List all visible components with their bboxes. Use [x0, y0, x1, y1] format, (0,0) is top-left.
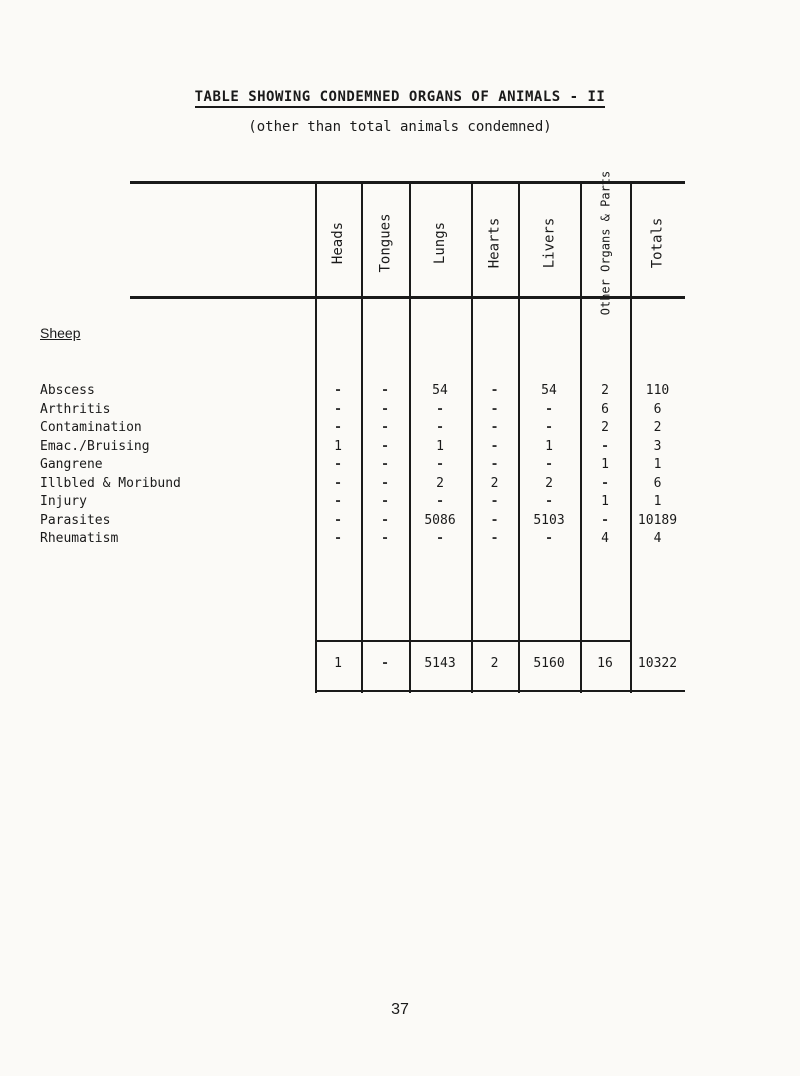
table-cell: 6: [653, 401, 662, 417]
table-cell: 2: [601, 383, 609, 398]
table-cell: 6: [601, 401, 609, 417]
table-cell: -: [601, 475, 609, 491]
table-cell: 110: [645, 383, 670, 398]
column-header-label: Totals: [649, 217, 666, 269]
row-label: Rheumatism: [40, 531, 119, 546]
row-label: Parasites: [40, 512, 111, 528]
table-cell: 2: [545, 475, 553, 491]
table-cell: 2: [653, 420, 662, 435]
table-cell: -: [490, 531, 499, 546]
table-row: [0, 383, 800, 401]
table-cell: -: [334, 401, 342, 417]
column-header: [518, 190, 580, 296]
table-cell: 5143: [424, 656, 456, 671]
column-header-label: Lungs: [432, 221, 448, 265]
table-cell: -: [601, 512, 609, 528]
table-cell: -: [381, 531, 389, 546]
table-cell: -: [601, 438, 609, 454]
table-cell: -: [381, 457, 389, 472]
column-header: [361, 190, 409, 296]
table-cell: -: [436, 531, 444, 546]
table-cell: 10322: [637, 656, 678, 671]
table-cell: 5103: [533, 512, 565, 528]
row-label: Arthritis: [40, 401, 111, 417]
table-cell: -: [545, 420, 553, 435]
column-header-label: Heads: [330, 221, 346, 265]
table-row: [0, 476, 800, 494]
table-cell: 1: [601, 494, 609, 509]
section-heading-sheep: Sheep: [40, 325, 81, 341]
table-cell: -: [490, 420, 499, 435]
table-cell: -: [436, 457, 444, 472]
column-header-label: Tongues: [377, 213, 394, 273]
column-header: [580, 170, 630, 316]
table-cell: 16: [597, 656, 613, 671]
table-row: [0, 513, 800, 531]
row-label: Emac./Bruising: [40, 438, 150, 454]
table-cell: 2: [601, 420, 609, 435]
table-cell: -: [381, 438, 389, 454]
table-cell: -: [436, 420, 444, 435]
row-label: Illbled & Moribund: [40, 475, 181, 491]
table-cell: 1: [436, 438, 444, 454]
column-header: [471, 190, 518, 296]
table-cell: -: [334, 512, 342, 528]
table-cell: 2: [436, 475, 444, 491]
table-cell: 5086: [424, 512, 456, 528]
table-cell: -: [381, 420, 389, 435]
row-label: Abscess: [40, 383, 95, 398]
table-row: [0, 420, 800, 438]
table-cell: -: [381, 383, 389, 398]
table-cell: -: [381, 512, 389, 528]
column-header: [630, 190, 685, 296]
table-cell: 54: [432, 383, 448, 398]
column-header-label: Other Organs & Parts: [598, 170, 612, 316]
column-header-label: Hearts: [486, 217, 503, 269]
table-cell: -: [490, 494, 499, 509]
table-row: [0, 402, 800, 420]
table-cell: 2: [490, 656, 499, 671]
column-header: [409, 190, 471, 296]
table-cell: 1: [653, 494, 662, 509]
table-row: [0, 494, 800, 512]
table-cell: -: [334, 494, 342, 509]
page-number: 37: [391, 1001, 409, 1018]
table-cell: -: [381, 401, 389, 417]
table-cell: -: [436, 401, 444, 417]
table-cell: -: [490, 438, 499, 454]
column-header: [315, 190, 361, 296]
table-cell: 4: [653, 531, 662, 546]
table-cell: -: [381, 494, 389, 509]
table-cell: 1: [653, 457, 662, 472]
table-cell: -: [490, 383, 499, 398]
table-cell: 3: [653, 438, 662, 454]
table-cell: -: [334, 383, 342, 398]
table-row: [0, 457, 800, 475]
table-cell: -: [490, 512, 499, 528]
table-cell: -: [490, 401, 499, 417]
table-cell: 1: [334, 656, 342, 671]
table-cell: -: [334, 420, 342, 435]
table-cell: 1: [545, 438, 553, 454]
table-cell: 6: [653, 475, 662, 491]
table-cell: 1: [601, 457, 609, 472]
table-cell: -: [334, 475, 342, 491]
row-label: Gangrene: [40, 457, 103, 472]
column-header-label: Livers: [540, 217, 557, 269]
table-cell: -: [381, 656, 389, 671]
table-row: [0, 531, 800, 549]
table-cell: -: [545, 531, 553, 546]
totals-row: [0, 656, 800, 674]
row-label: Contamination: [40, 420, 142, 435]
table-cell: 1: [334, 438, 342, 454]
table-row: [0, 439, 800, 457]
table-subtitle: (other than total animals condemned): [248, 119, 552, 135]
table-cell: 5160: [533, 656, 565, 671]
row-label: Injury: [40, 494, 87, 509]
table-cell: -: [381, 475, 389, 491]
table-cell: -: [545, 401, 553, 417]
table-title: TABLE SHOWING CONDEMNED ORGANS OF ANIMALS - II: [0, 89, 800, 105]
table-cell: 4: [601, 531, 609, 546]
table-cell: -: [436, 494, 444, 509]
table-cell: -: [334, 457, 342, 472]
table-cell: -: [545, 494, 553, 509]
table-cell: -: [490, 457, 499, 472]
table-cell: -: [334, 531, 342, 546]
table-cell: 54: [541, 383, 557, 398]
table-cell: 2: [490, 475, 499, 491]
table-cell: 10189: [637, 512, 678, 528]
table-cell: -: [545, 457, 553, 472]
